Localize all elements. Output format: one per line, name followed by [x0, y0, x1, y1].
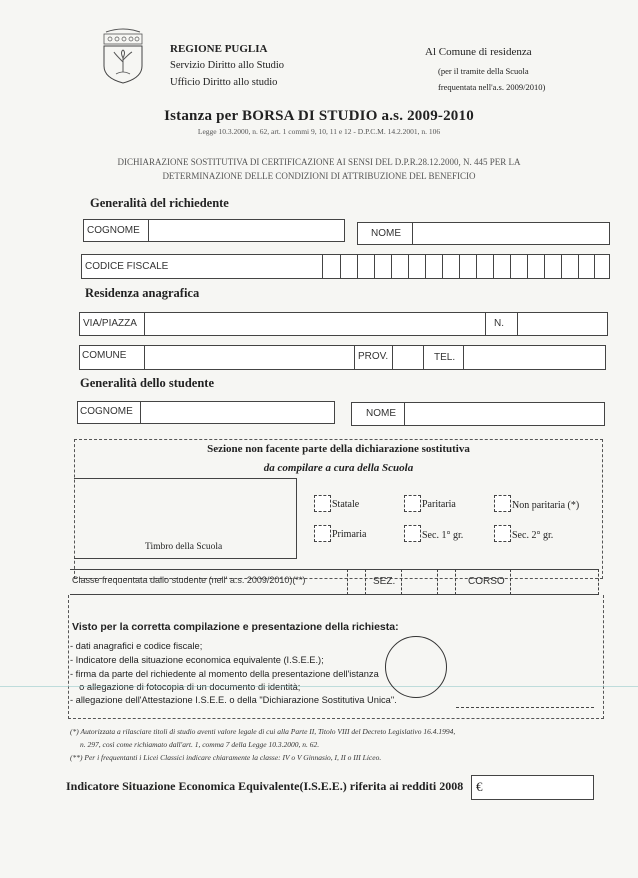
student-surname-label: COGNOME — [80, 406, 133, 417]
recipient: Al Comune di residenza — [425, 46, 532, 58]
declaration-line-2: DETERMINAZIONE DELLE CONDIZIONI DI ATTRIBUZIONE DEL BENEFICIO — [162, 171, 476, 181]
applicant-tax-code-label: CODICE FISCALE — [85, 261, 169, 272]
tax-code-cell — [425, 255, 426, 278]
applicant-heading: Generalità del richiedente — [90, 196, 229, 210]
residence-phone-label: TEL. — [434, 352, 456, 363]
residence-city-field[interactable] — [79, 345, 606, 370]
tax-code-cell — [561, 255, 562, 278]
tax-code-cell — [594, 255, 595, 278]
scan-line — [0, 686, 638, 687]
tax-code-cell — [442, 255, 443, 278]
option-non-paritaria-checkbox[interactable] — [494, 495, 511, 512]
divider — [404, 403, 405, 425]
option-sec-2-label: Sec. 2° gr. — [512, 530, 554, 541]
tax-code-cell — [374, 255, 375, 278]
law-reference: Legge 10.3.2000, n. 62, art. 1 commi 9, 10, 11 e 12 - D.P.C.M. 14.2.2001, n. 106 — [197, 127, 441, 136]
class-label: Classe frequentata dallo studente (nell' a.s. 2009/2010)(**) — [72, 575, 306, 585]
applicant-surname-label: COGNOME — [87, 225, 140, 236]
section-divider — [401, 569, 402, 595]
school-section-subtitle: da compilare a cura della Scuola — [263, 462, 414, 474]
divider — [423, 346, 424, 369]
euro-icon: € — [476, 779, 483, 794]
footnote-1b: n. 297, così come richiamato dall'art. 1, comma 7 della Legge 10.3.2000, n. 62. — [80, 740, 320, 749]
tax-code-cell — [527, 255, 528, 278]
student-name-field[interactable] — [351, 402, 605, 426]
residence-heading: Residenza anagrafica — [85, 286, 200, 300]
option-sec-1-label: Sec. 1° gr. — [422, 530, 464, 541]
school-section-title: Sezione non facente parte della dichiarazione sostitutiva — [207, 443, 470, 455]
check-item: o allegazione di fotocopia di un documento di identità; — [74, 682, 301, 692]
declaration-line-1: DICHIARAZIONE SOSTITUTIVA DI CERTIFICAZIONE AI SENSI DEL D.P.R.28.12.2000, N. 445 PER LA — [117, 157, 521, 167]
header-service: Servizio Diritto allo Studio — [170, 60, 285, 71]
option-primaria-checkbox[interactable] — [314, 525, 331, 542]
tax-code-cell — [340, 255, 341, 278]
check-item: - Indicatore della situazione economica equivalente (I.S.E.E.); — [70, 655, 324, 665]
divider — [140, 402, 141, 423]
tax-code-cell — [357, 255, 358, 278]
option-paritaria-checkbox[interactable] — [404, 495, 421, 512]
check-item: - firma da parte del richiedente al momento della presentazione dell'istanza — [70, 669, 379, 679]
tax-code-cell — [459, 255, 460, 278]
tax-code-cell — [476, 255, 477, 278]
header-region: REGIONE PUGLIA — [170, 43, 268, 55]
divider — [412, 223, 413, 244]
tax-code-cell — [408, 255, 409, 278]
official-stamp-circle[interactable] — [385, 636, 447, 698]
student-heading: Generalità dello studente — [80, 376, 215, 390]
option-non-paritaria-label: Non paritaria (*) — [512, 500, 580, 511]
divider — [392, 346, 393, 369]
footnote-1a: (*) Autorizzata a rilasciare titoli di studio aventi valore legale di cui alla Parte II, Titolo VIII del Decreto Legislativo 16.4.1994, — [70, 727, 456, 736]
tax-code-cell — [544, 255, 545, 278]
signature-line[interactable] — [456, 707, 594, 708]
student-name-label: NOME — [366, 408, 396, 419]
course-divider — [510, 569, 511, 595]
residence-street-field[interactable] — [79, 312, 608, 336]
recipient-attended: frequentata nell'a.s. 2009/2010) — [438, 82, 546, 92]
check-item: - dati anagrafici e codice fiscale; — [70, 641, 203, 651]
check-item: - allegazione dell'Attestazione I.S.E.E. o della "Dichiarazione Sostitutiva Unica". — [70, 695, 397, 705]
residence-city-label: COMUNE — [82, 350, 127, 361]
tax-code-cell — [391, 255, 392, 278]
residence-province-label: PROV. — [358, 351, 389, 362]
isee-label: Indicatore Situazione Economica Equivalente(I.S.E.E.) riferita ai redditi 2008 — [66, 779, 464, 793]
option-primaria-label: Primaria — [332, 529, 367, 540]
residence-street-label: VIA/PIAZZA — [83, 318, 137, 329]
footnote-2: (**) Per i frequentanti i Licei Classici indicare chiaramente la classe: IV o V Ginnasio, I, II o III Liceo. — [70, 753, 382, 762]
option-sec-1-checkbox[interactable] — [404, 525, 421, 542]
divider — [485, 313, 486, 335]
isee-amount-field[interactable] — [471, 775, 594, 800]
residence-number-label: N. — [494, 318, 504, 329]
divider — [148, 220, 149, 241]
recipient-via-school: (per il tramite della Scuola — [438, 66, 529, 76]
applicant-name-field[interactable] — [357, 222, 610, 245]
applicant-name-label: NOME — [371, 228, 401, 239]
divider — [144, 313, 145, 335]
option-statale-label: Statale — [332, 499, 360, 510]
school-stamp-label: Timbro della Scuola — [145, 542, 223, 552]
tax-code-cell — [493, 255, 494, 278]
student-surname-field[interactable] — [77, 401, 335, 424]
option-sec-2-checkbox[interactable] — [494, 525, 511, 542]
tax-code-cell — [510, 255, 511, 278]
divider — [463, 346, 464, 369]
check-heading: Visto per la corretta compilazione e presentazione della richiesta: — [72, 621, 399, 633]
header-office: Ufficio Diritto allo studio — [170, 77, 278, 88]
applicant-surname-field[interactable] — [83, 219, 345, 242]
option-paritaria-label: Paritaria — [422, 499, 456, 510]
option-statale-checkbox[interactable] — [314, 495, 331, 512]
divider — [144, 346, 145, 369]
divider — [354, 346, 355, 369]
divider — [517, 313, 518, 335]
tax-code-cell — [578, 255, 579, 278]
tax-code-cell — [322, 255, 323, 278]
course-label: CORSO — [468, 576, 505, 587]
region-crest-logo — [100, 28, 146, 84]
applicant-tax-code-field[interactable] — [81, 254, 610, 279]
document-title: Istanza per BORSA DI STUDIO a.s. 2009-2010 — [164, 108, 474, 124]
section-label: SEZ. — [373, 576, 396, 587]
